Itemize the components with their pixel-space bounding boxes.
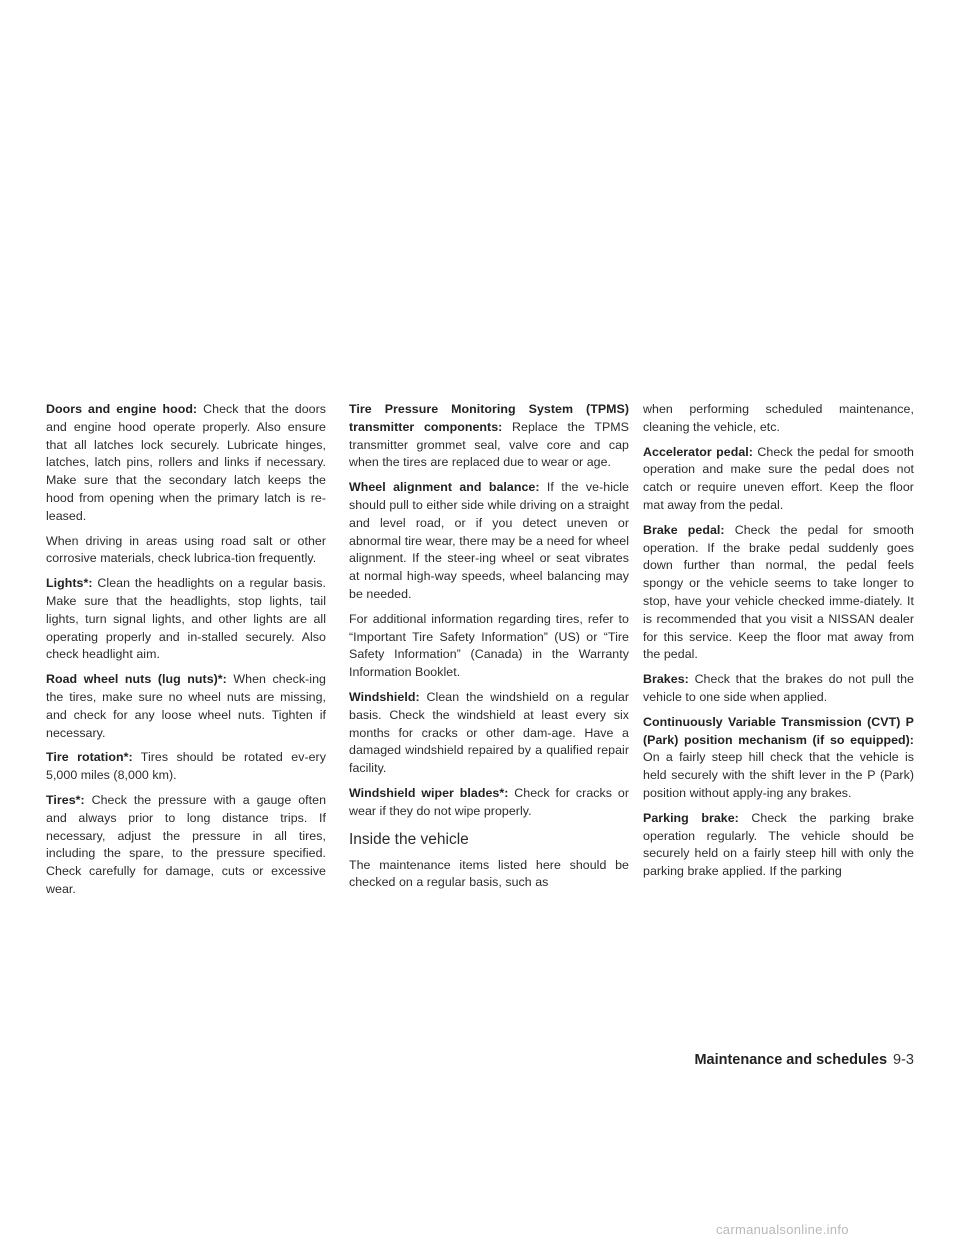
term-label: Parking brake: (643, 810, 739, 825)
term-label: Tire Pressure Monitoring System (TPMS) transmitter components: (349, 402, 629, 434)
term-label: Windshield wiper blades*: (349, 785, 509, 800)
paragraph-tpms (349, 401, 629, 472)
paragraph-text: Clean the windshield on a regular basis. Check the windshield at least every six months for cracks or other dam-age. Have a damaged windshield repaired by a qualified repair facility. (349, 689, 629, 776)
paragraph-text: Check the parking brake operation regularly. The vehicle should be securely held on a fairly steep hill with only the parking brake applied. If the parking (643, 810, 914, 879)
paragraph-lights (46, 575, 326, 664)
term-label: Brake pedal: (643, 522, 725, 537)
paragraph-text: when performing scheduled maintenance, cleaning the vehicle, etc. (643, 402, 914, 434)
paragraph-wiper-blades (349, 785, 629, 821)
paragraph-text: Check for cracks or wear if they do not wipe properly. (349, 785, 629, 818)
paragraph-parking-brake (643, 810, 914, 881)
paragraph-inside-continued (643, 401, 914, 437)
paragraph-tire-info (349, 611, 629, 682)
column-3 (643, 401, 914, 888)
watermark-text: carmanualsonline.info (716, 1222, 849, 1237)
term-label: Brakes: (643, 672, 689, 687)
column-1 (46, 401, 326, 906)
paragraph-text: Check the pressure with a gauge often and always prior to long distance trips. If necessary, adjust the pressure in all tires, including the spare, to the pressure specified. Check carefully for damage, cuts or excessive wear. (46, 792, 327, 896)
term-label: Doors and engine hood: (46, 402, 198, 416)
page-number: 9-3 (893, 1052, 914, 1068)
term-label: Wheel alignment and balance: (349, 480, 540, 495)
column-2 (349, 401, 629, 899)
page-footer (560, 1052, 914, 1068)
paragraph-wheel-nuts (46, 671, 326, 742)
section-heading-inside-vehicle: Inside the vehicle (349, 830, 469, 848)
paragraph-tire-rotation (46, 749, 326, 785)
paragraph-text: Check that the doors and engine hood operate properly. Also ensure that all latches lock securely. Lubricate hinges, latches, latch pins, rollers and links if necessary. Make sure that the secondary latch keeps the hood from opening when the primary latch is re-leased. (46, 402, 327, 523)
term-label: Road wheel nuts (lug nuts)*: (46, 672, 227, 687)
term-label: Lights*: (46, 576, 93, 591)
paragraph-text: Check the pedal for smooth operation and make sure the pedal does not catch or require uneven effort. Keep the floor mat away from the pedal. (643, 444, 915, 512)
paragraph-inside-intro (349, 857, 629, 893)
paragraph-brakes (643, 671, 914, 707)
paragraph-text: Check that the brakes do not pull the vehicle to one side when applied. (643, 672, 914, 704)
paragraph-tires (46, 792, 326, 899)
paragraph-text: If the ve-hicle should pull to either side while driving on a straight and level road, or if you detect uneven or abnormal tire wear, there may be a need for wheel alignment. If the steer-ing wheel or seat vibrates at normal high-way speeds, wheel balancing may be needed. (349, 480, 630, 601)
paragraph-brake-pedal (643, 522, 914, 664)
paragraph-doors-hood (46, 401, 326, 526)
paragraph-text: Clean the headlights on a regular basis. Make sure that the headlights, stop lights, tail lights, turn signal lights, and other lights are all operating properly and in-stalled securely. Also check headlight aim. (46, 576, 326, 662)
paragraph-text: For additional information regarding tires, refer to “Important Tire Safety Information” (US) or “Tire Safety Information” (Canada) in the Warranty Information Booklet. (349, 611, 629, 680)
paragraph-road-salt (46, 533, 326, 569)
paragraph-text: The maintenance items listed here should be checked on a regular basis, such as (349, 857, 629, 890)
paragraph-text: Check the pedal for smooth operation. If the brake pedal suddenly goes down further than normal, the pedal feels spongy or the vehicle seems to take longer to stop, have your vehicle checked imme-diately. It is recommended that you visit a NISSAN dealer for this service. Keep the floor mat away from the pedal. (643, 522, 914, 662)
paragraph-cvt-park (643, 714, 914, 803)
paragraph-wheel-alignment (349, 479, 629, 604)
term-label: Accelerator pedal: (643, 444, 753, 459)
paragraph-windshield (349, 689, 629, 778)
paragraph-text: Replace the TPMS transmitter grommet seal, valve core and cap when the tires are replaced due to wear or age. (349, 419, 629, 470)
term-label: Tires*: (46, 792, 85, 807)
term-label: Windshield: (349, 689, 420, 704)
paragraph-text: When driving in areas using road salt or other corrosive materials, check lubrica-tion frequently. (46, 533, 326, 566)
paragraph-text: On a fairly steep hill check that the vehicle is held securely with the shift lever in the P (Park) position without apply-ing any brakes. (643, 750, 914, 800)
term-label: Continuously Variable Transmission (CVT) P (Park) position mechanism (if so equipped): (643, 714, 914, 747)
paragraph-accelerator (643, 444, 914, 515)
paragraph-text: Tires should be rotated ev-ery 5,000 miles (8,000 km). (46, 750, 326, 783)
paragraph-text: When check-ing the tires, make sure no wheel nuts are missing, and check for any loose wheel nuts. Tighten if necessary. (46, 672, 326, 740)
term-label: Tire rotation*: (46, 750, 133, 765)
chapter-title: Maintenance and schedules (694, 1052, 888, 1068)
